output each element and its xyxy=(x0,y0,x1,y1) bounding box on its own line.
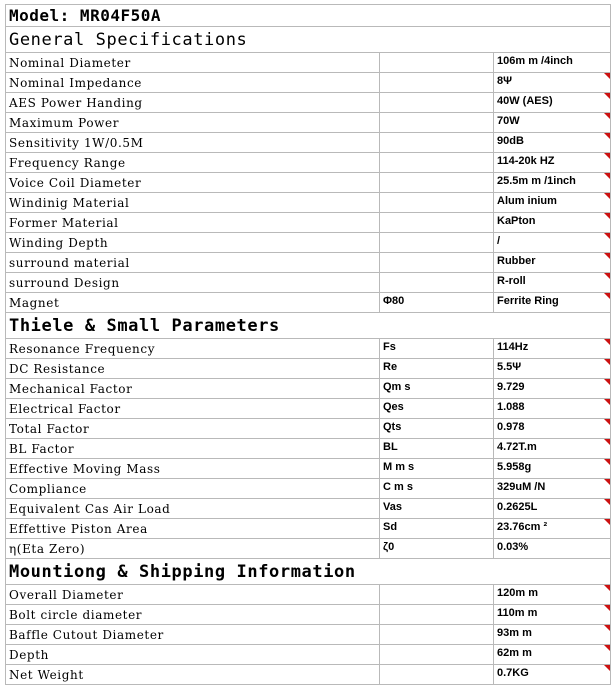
comment-indicator-icon[interactable] xyxy=(604,379,610,385)
spec-label-cell[interactable]: Windinig Material xyxy=(6,193,380,213)
spec-symbol-cell[interactable] xyxy=(380,625,494,645)
spec-value-cell[interactable] xyxy=(494,113,611,133)
spec-value-cell[interactable] xyxy=(494,73,611,93)
comment-indicator-icon[interactable] xyxy=(604,173,610,179)
spec-symbol-cell[interactable] xyxy=(380,73,494,93)
spec-sheet-body xyxy=(6,5,611,685)
spec-label-cell[interactable]: AES Power Handing xyxy=(6,93,380,113)
comment-indicator-icon[interactable] xyxy=(604,479,610,485)
spec-symbol-cell[interactable] xyxy=(380,153,494,173)
spec-value: 4.72T.m xyxy=(497,441,537,453)
spec-value: 110m m xyxy=(497,607,538,619)
spec-row xyxy=(6,339,611,359)
spec-row xyxy=(6,665,611,685)
spec-sheet xyxy=(5,4,611,685)
spec-symbol-cell[interactable] xyxy=(380,173,494,193)
spec-value: 9.729 xyxy=(497,381,525,393)
spec-value-cell[interactable] xyxy=(494,173,611,193)
spec-row xyxy=(6,293,611,313)
spec-value-cell[interactable] xyxy=(494,379,611,399)
spec-label-cell[interactable]: Mechanical Factor xyxy=(6,379,380,399)
spec-symbol-cell[interactable]: Qm s xyxy=(380,379,494,399)
spec-value: 106m m /4inch xyxy=(497,55,573,67)
spec-symbol-cell[interactable]: Qts xyxy=(380,419,494,439)
spec-value: Rubber xyxy=(497,255,536,267)
spec-symbol-cell[interactable]: C m s xyxy=(380,479,494,499)
spec-value-cell[interactable] xyxy=(494,193,611,213)
comment-indicator-icon[interactable] xyxy=(604,233,610,239)
spec-symbol-cell[interactable] xyxy=(380,665,494,685)
spec-row xyxy=(6,53,611,73)
spec-value: 8Ψ xyxy=(497,75,513,87)
comment-indicator-icon[interactable] xyxy=(604,625,610,631)
spec-label-cell[interactable]: Nominal Diameter xyxy=(6,53,380,73)
spec-row xyxy=(6,539,611,559)
comment-indicator-icon[interactable] xyxy=(604,419,610,425)
spec-symbol-cell[interactable] xyxy=(380,213,494,233)
spec-row xyxy=(6,379,611,399)
spec-value: 5.5Ψ xyxy=(497,361,522,373)
spec-row xyxy=(6,133,611,153)
comment-indicator-icon[interactable] xyxy=(604,585,610,591)
spec-value: 23.76cm ² xyxy=(497,521,548,533)
spec-label-cell[interactable]: Effettive Piston Area xyxy=(6,519,380,539)
spec-label-cell[interactable]: Overall Diameter xyxy=(6,585,380,605)
spec-label-cell[interactable]: Magnet xyxy=(6,293,380,313)
spec-value-cell[interactable] xyxy=(494,499,611,519)
spec-label-cell[interactable]: DC Resistance xyxy=(6,359,380,379)
spec-value: 70W xyxy=(497,115,520,127)
spec-symbol-cell[interactable] xyxy=(380,133,494,153)
section-heading[interactable]: General Specifications xyxy=(6,27,611,53)
spec-row xyxy=(6,419,611,439)
spec-label-cell[interactable]: Sensitivity 1W/0.5M xyxy=(6,133,380,153)
comment-indicator-icon[interactable] xyxy=(604,213,610,219)
spec-value-cell[interactable] xyxy=(494,273,611,293)
spec-row xyxy=(6,113,611,133)
spec-row xyxy=(6,399,611,419)
comment-indicator-icon[interactable] xyxy=(604,93,610,99)
spec-symbol-cell[interactable] xyxy=(380,645,494,665)
comment-indicator-icon[interactable] xyxy=(604,605,610,611)
spec-row xyxy=(6,193,611,213)
spec-value: Alum inium xyxy=(497,195,557,207)
spec-symbol-cell[interactable]: Vas xyxy=(380,499,494,519)
comment-indicator-icon[interactable] xyxy=(604,339,610,345)
spec-row xyxy=(6,233,611,253)
spec-value: 0.03% xyxy=(497,541,529,553)
section-heading[interactable]: Mountiong & Shipping Information xyxy=(6,559,611,585)
spec-value: Ferrite Ring xyxy=(497,295,559,307)
spec-row xyxy=(6,479,611,499)
spec-value: 93m m xyxy=(497,627,532,639)
spec-label-cell[interactable]: Maximum Power xyxy=(6,113,380,133)
spec-value-cell[interactable] xyxy=(494,419,611,439)
spec-symbol-cell[interactable]: Φ80 xyxy=(380,293,494,313)
spec-label-cell[interactable]: Compliance xyxy=(6,479,380,499)
spec-value-cell[interactable] xyxy=(494,153,611,173)
spec-value: 120m m xyxy=(497,587,538,599)
spec-row xyxy=(6,273,611,293)
spec-value-cell[interactable] xyxy=(494,665,611,685)
spec-value: 40W (AES) xyxy=(497,95,553,107)
spec-symbol-cell[interactable]: Sd xyxy=(380,519,494,539)
spec-label-cell[interactable]: Former Material xyxy=(6,213,380,233)
section-header-row xyxy=(6,559,611,585)
spec-value-cell[interactable] xyxy=(494,479,611,499)
spec-symbol-cell[interactable]: BL xyxy=(380,439,494,459)
comment-indicator-icon[interactable] xyxy=(604,359,610,365)
spec-value: 62m m xyxy=(497,647,532,659)
spec-symbol-cell[interactable] xyxy=(380,193,494,213)
spec-row xyxy=(6,585,611,605)
spec-value-cell[interactable] xyxy=(494,339,611,359)
spec-value-cell[interactable] xyxy=(494,93,611,113)
spec-value: 90dB xyxy=(497,135,524,147)
spec-value-cell[interactable] xyxy=(494,459,611,479)
spec-label-cell[interactable]: Electrical Factor xyxy=(6,399,380,419)
spec-label-cell[interactable]: Winding Depth xyxy=(6,233,380,253)
spec-label-cell[interactable]: Depth xyxy=(6,645,380,665)
spec-value-cell[interactable] xyxy=(494,53,611,73)
spec-row xyxy=(6,213,611,233)
comment-indicator-icon[interactable] xyxy=(604,665,610,671)
spec-value-cell[interactable] xyxy=(494,213,611,233)
spec-symbol-cell[interactable]: Re xyxy=(380,359,494,379)
comment-indicator-icon[interactable] xyxy=(604,73,610,79)
spec-value-cell[interactable] xyxy=(494,605,611,625)
spec-label-cell[interactable]: surround Design xyxy=(6,273,380,293)
spec-label-cell[interactable]: η(Eta Zero) xyxy=(6,539,380,559)
spec-value: 0.7KG xyxy=(497,667,529,679)
spec-row xyxy=(6,625,611,645)
section-header-row xyxy=(6,313,611,339)
spec-row xyxy=(6,93,611,113)
spec-value-cell[interactable] xyxy=(494,519,611,539)
spec-symbol-cell[interactable]: Qes xyxy=(380,399,494,419)
spec-symbol-cell[interactable]: Fs xyxy=(380,339,494,359)
spec-value: R-roll xyxy=(497,275,526,287)
spec-label-cell[interactable]: Net Weight xyxy=(6,665,380,685)
spec-value: 5.958g xyxy=(497,461,532,473)
spec-label-cell[interactable]: Equivalent Cas Air Load xyxy=(6,499,380,519)
spec-symbol-cell[interactable] xyxy=(380,113,494,133)
spec-value: KaPton xyxy=(497,215,536,227)
spec-row xyxy=(6,605,611,625)
spec-label-cell[interactable]: Total Factor xyxy=(6,419,380,439)
spec-label-cell[interactable]: Voice Coil Diameter xyxy=(6,173,380,193)
comment-indicator-icon[interactable] xyxy=(604,645,610,651)
spec-value: / xyxy=(497,235,501,247)
model-title[interactable]: Model: MR04F50A xyxy=(6,5,611,27)
spec-label-cell[interactable]: Bolt circle diameter xyxy=(6,605,380,625)
section-heading[interactable]: Thiele & Small Parameters xyxy=(6,313,611,339)
comment-indicator-icon[interactable] xyxy=(604,459,610,465)
spec-symbol-cell[interactable] xyxy=(380,253,494,273)
spec-value-cell[interactable] xyxy=(494,399,611,419)
spec-value: 25.5m m /1inch xyxy=(497,175,576,187)
spec-value: 114-20k HZ xyxy=(497,155,555,167)
spec-symbol-cell[interactable] xyxy=(380,53,494,73)
spec-value: 0.978 xyxy=(497,421,525,433)
spec-symbol-cell[interactable] xyxy=(380,273,494,293)
comment-indicator-icon[interactable] xyxy=(604,253,610,259)
spec-label-cell[interactable]: surround material xyxy=(6,253,380,273)
spec-value-cell[interactable] xyxy=(494,539,611,559)
title-row xyxy=(6,5,611,27)
spec-row xyxy=(6,153,611,173)
spec-row xyxy=(6,645,611,665)
comment-indicator-icon[interactable] xyxy=(604,499,610,505)
spec-label-cell[interactable]: Baffle Cutout Diameter xyxy=(6,625,380,645)
spec-label-cell[interactable]: Effective Moving Mass xyxy=(6,459,380,479)
spec-value: 1.088 xyxy=(497,401,525,413)
comment-indicator-icon[interactable] xyxy=(604,293,610,299)
spec-row xyxy=(6,73,611,93)
spec-value-cell[interactable] xyxy=(494,359,611,379)
comment-indicator-icon[interactable] xyxy=(604,113,610,119)
spec-row xyxy=(6,253,611,273)
section-header-row xyxy=(6,27,611,53)
spec-value-cell[interactable] xyxy=(494,233,611,253)
comment-indicator-icon[interactable] xyxy=(604,133,610,139)
spec-label-cell[interactable]: BL Factor xyxy=(6,439,380,459)
spec-value-cell[interactable] xyxy=(494,645,611,665)
spec-symbol-cell[interactable]: M m s xyxy=(380,459,494,479)
spec-row xyxy=(6,499,611,519)
spec-row xyxy=(6,459,611,479)
comment-indicator-icon[interactable] xyxy=(604,399,610,405)
spec-value: 114Hz xyxy=(497,341,529,353)
spec-label-cell[interactable]: Frequency Range xyxy=(6,153,380,173)
spec-symbol-cell[interactable] xyxy=(380,585,494,605)
comment-indicator-icon[interactable] xyxy=(604,519,610,525)
spec-label-cell[interactable]: Resonance Frequency xyxy=(6,339,380,359)
spec-value: 0.2625L xyxy=(497,501,538,513)
comment-indicator-icon[interactable] xyxy=(604,193,610,199)
spec-value-cell[interactable] xyxy=(494,253,611,273)
spec-value-cell[interactable] xyxy=(494,625,611,645)
spec-symbol-cell[interactable] xyxy=(380,605,494,625)
comment-indicator-icon[interactable] xyxy=(604,153,610,159)
spec-value: 329uM /N xyxy=(497,481,546,493)
spec-label-cell[interactable]: Nominal Impedance xyxy=(6,73,380,93)
spec-value-cell[interactable] xyxy=(494,585,611,605)
comment-indicator-icon[interactable] xyxy=(604,439,610,445)
spec-value-cell[interactable] xyxy=(494,439,611,459)
spec-row xyxy=(6,359,611,379)
comment-indicator-icon[interactable] xyxy=(604,273,610,279)
spec-symbol-cell[interactable] xyxy=(380,93,494,113)
spec-value-cell[interactable] xyxy=(494,293,611,313)
spec-row xyxy=(6,519,611,539)
spec-row xyxy=(6,173,611,193)
spec-symbol-cell[interactable]: ζ0 xyxy=(380,539,494,559)
spec-value-cell[interactable] xyxy=(494,133,611,153)
spec-row xyxy=(6,439,611,459)
spec-symbol-cell[interactable] xyxy=(380,233,494,253)
